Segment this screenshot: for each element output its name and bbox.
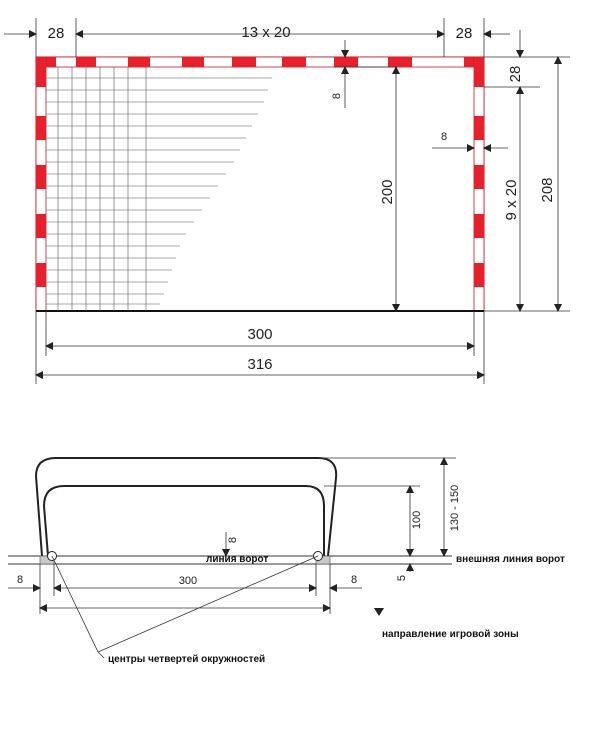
width-dimensions (8, 564, 362, 614)
crossbar-label: 13 x 20 (241, 24, 291, 41)
bottom-dimensions (36, 311, 484, 384)
goal-top-view (8, 458, 565, 665)
post-width-right-label: 28 (455, 25, 473, 42)
direction-label: направление игровой зоны (382, 629, 519, 640)
offset-label: 5 (396, 574, 408, 582)
post-width-left-label: 28 (47, 25, 65, 42)
width-label: 300 (178, 575, 198, 587)
goal-front-view (4, 18, 570, 384)
inner-width-label: 300 (247, 326, 273, 343)
inner-frame-top (44, 486, 324, 556)
left-post-stripes (36, 57, 46, 311)
centers-leader (52, 556, 318, 665)
direction-indicator (374, 608, 519, 640)
goal-line-label: линия ворот (206, 554, 269, 565)
top-gap-dimension (331, 40, 396, 108)
post-thickness-dimension (226, 532, 239, 556)
top-dimensions (4, 18, 510, 57)
goal-frame-outline (36, 57, 484, 311)
goal-net (46, 67, 272, 311)
right-dimensions (484, 30, 570, 311)
inner-height-label: 200 (379, 179, 396, 205)
depth-inner-label: 100 (411, 510, 423, 530)
direction-arrow-icon (374, 608, 384, 616)
right-gap-label: 8 (440, 131, 448, 143)
right-gap-dimension (432, 131, 508, 148)
outer-width-label: 316 (247, 356, 273, 373)
crossbar-stripes (36, 57, 484, 67)
side-segments-label: 9 x 20 (503, 179, 520, 221)
right-post-stripes (474, 57, 484, 311)
centers-label: центры четвертей окружностей (108, 654, 266, 665)
depth-top-label: 28 (507, 65, 524, 83)
depth-dimensions (318, 458, 461, 581)
inner-height-dimension (379, 67, 396, 311)
depth-outer-label: 130 - 150 (449, 484, 461, 532)
post-thickness-label: 8 (227, 536, 239, 544)
outer-height-label: 208 (539, 177, 556, 203)
outer-frame-top (36, 458, 336, 556)
side-right-label: 8 (350, 574, 358, 586)
outer-goal-line-label: внешняя линия ворот (456, 554, 565, 565)
side-left-label: 8 (16, 574, 24, 586)
top-gap-label: 8 (331, 92, 343, 100)
